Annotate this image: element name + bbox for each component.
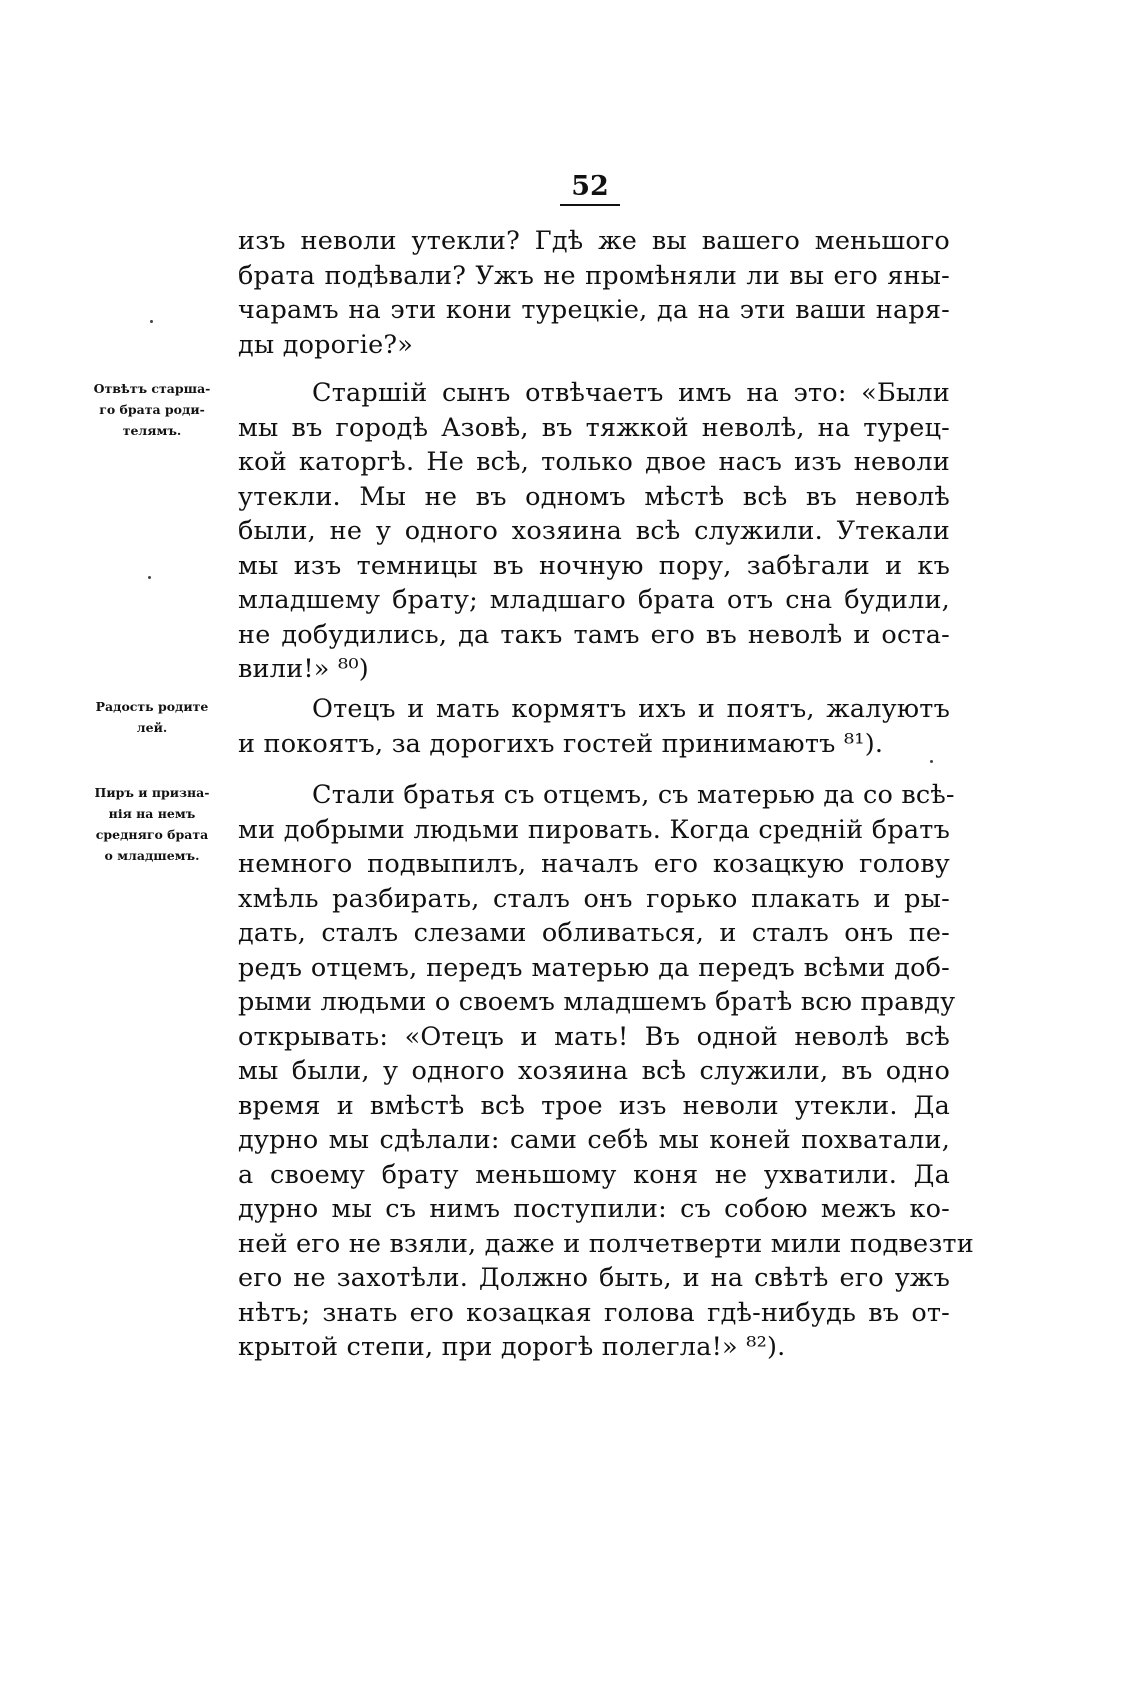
text-line: крытой степи, при дорогѣ полегла!» ⁸²). xyxy=(238,1332,786,1362)
paragraph-1 xyxy=(238,224,950,362)
text-line: брата подѣвали? Ужъ не промѣняли ли вы его яны- xyxy=(238,260,950,291)
text-line: ней его не взяли, даже и полчетверти мили подвезти xyxy=(238,1228,974,1259)
text-line: дурно мы съ нимъ поступили: съ собою межъ ко- xyxy=(238,1194,950,1224)
margin-note-line: Радость родите xyxy=(95,699,209,714)
text-line: мы были, у одного хозяина всѣ служили, въ одно xyxy=(238,1056,950,1086)
text-line: хмѣль разбирать, сталъ онъ горько плакать и ры- xyxy=(238,883,950,914)
margin-note-line: средняго брата xyxy=(95,827,209,842)
text-line: младшему брату; младшаго брата отъ сна будили, xyxy=(238,585,950,615)
margin-note-feast-confession xyxy=(78,782,226,866)
text-line: утекли. Мы не въ одномъ мѣстѣ всѣ въ неволѣ xyxy=(238,481,950,512)
text-line: ми добрыми людьми пировать. Когда средній братъ xyxy=(238,814,950,845)
text-line: вили!» ⁸⁰) xyxy=(238,654,369,684)
paragraph-3 xyxy=(238,692,950,761)
text-line: Отецъ и мать кормятъ ихъ и поятъ, жалуютъ xyxy=(312,694,950,724)
text-line: немного подвыпилъ, началъ его козацкую голову xyxy=(238,849,950,879)
margin-note-elder-brother-answer xyxy=(78,378,226,441)
text-line: редъ отцемъ, передъ матерью да передъ всѣми доб- xyxy=(238,952,950,983)
margin-note-line: нія на немъ xyxy=(108,806,196,821)
text-line: не добудились, да такъ тамъ его въ неволѣ и оста- xyxy=(238,619,950,650)
margin-note-line: телямъ. xyxy=(122,423,182,438)
margin-note-line: лей. xyxy=(136,720,168,735)
text-line: были, не у одного хозяина всѣ служили. Утекали xyxy=(238,516,950,546)
paragraph-4 xyxy=(238,778,974,1365)
margin-note-line: о младшемъ. xyxy=(104,848,200,863)
text-line: рыми людьми о своемъ младшемъ братѣ всю правду xyxy=(238,987,956,1017)
margin-note-line: Отвѣтъ старша- xyxy=(93,381,211,396)
text-line: Стали братья съ отцемъ, съ матерью да со всѣ- xyxy=(312,780,955,810)
text-line: а своему брату меньшому коня не ухватили. Да xyxy=(238,1159,950,1190)
text-line: открывать: «Отецъ и мать! Въ одной неволѣ всѣ xyxy=(238,1021,950,1052)
margin-note-line: го брата роди- xyxy=(99,402,205,417)
text-line: мы въ городѣ Азовѣ, въ тяжкой неволѣ, на турец- xyxy=(238,412,950,443)
text-line: время и вмѣстѣ всѣ трое изъ неволи утекли. Да xyxy=(238,1090,950,1121)
text-line: его не захотѣли. Должно быть, и на свѣтѣ его ужъ xyxy=(238,1263,950,1293)
text-line: чарамъ на эти кони турецкіе, да на эти ваши наря- xyxy=(238,295,950,325)
text-line: мы изъ темницы въ ночную пору, забѣгали и къ xyxy=(238,550,950,581)
page-number: 52 xyxy=(560,172,620,206)
text-line: ды дорогіе?» xyxy=(238,329,414,360)
text-line: кой каторгѣ. Не всѣ, только двое насъ изъ неволи xyxy=(238,447,950,477)
paragraph-2 xyxy=(238,376,950,687)
text-line: дурно мы сдѣлали: сами себѣ мы коней похватали, xyxy=(238,1125,950,1155)
margin-note-line: Пиръ и призна- xyxy=(94,785,210,800)
text-line: и покоятъ, за дорогихъ гостей принимаютъ ⁸¹). xyxy=(238,728,884,759)
text-line: Старшій сынъ отвѣчаетъ имъ на это: «Были xyxy=(312,378,950,408)
print-speck xyxy=(148,576,151,579)
text-line: изъ неволи утекли? Гдѣ же вы вашего меньшого xyxy=(238,226,950,256)
text-line: нѣтъ; знать его козацкая голова гдѣ-нибудь въ от- xyxy=(238,1297,950,1328)
print-speck xyxy=(930,760,933,763)
margin-note-parents-joy xyxy=(78,696,226,738)
text-line: дать, сталъ слезами обливаться, и сталъ онъ пе- xyxy=(238,918,950,948)
print-speck xyxy=(150,320,153,323)
